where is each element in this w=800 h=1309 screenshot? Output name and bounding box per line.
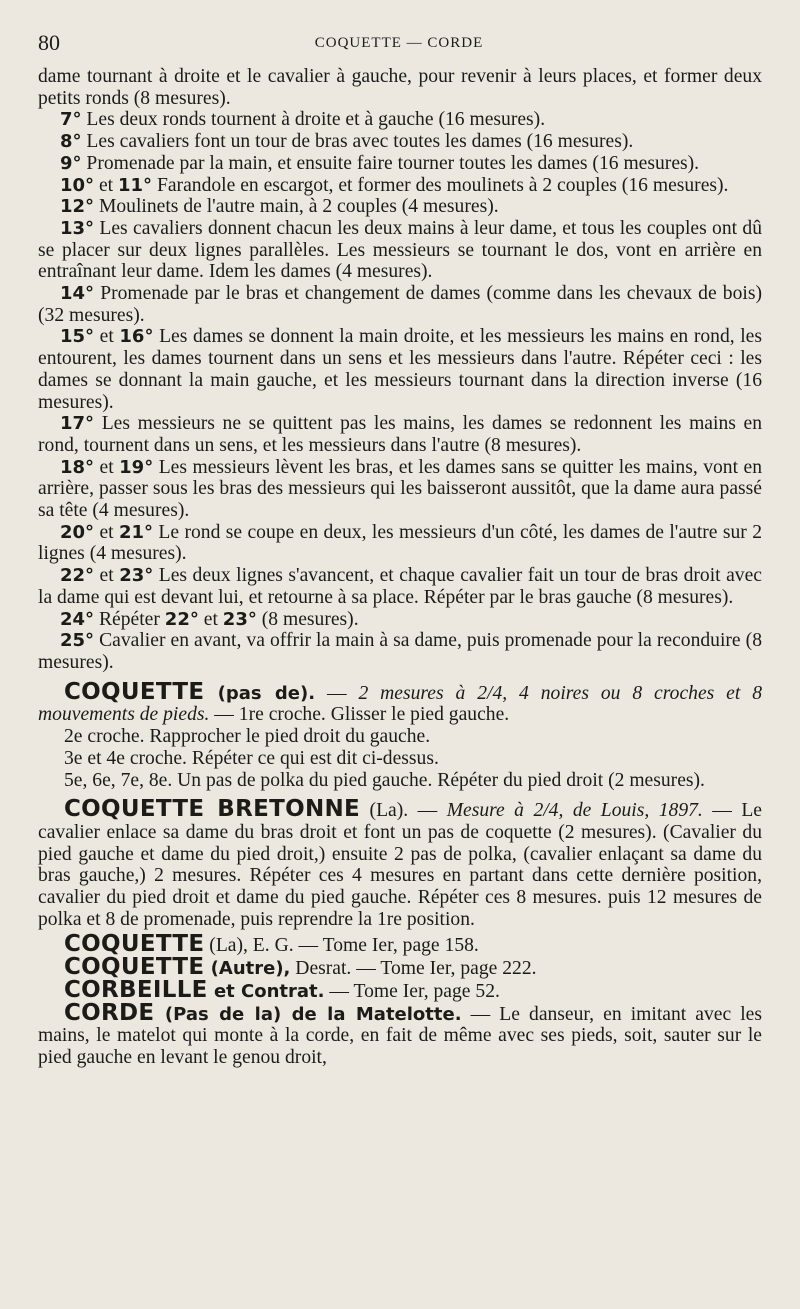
step-18-19: 18° et 19° Les messieurs lèvent les bras, et les dames sans se quitter les mains, vont en arrière, passer sous les bras des messieurs qui les baisseront aussitôt, que la dame aura passé sa tête (4 mesures).	[38, 456, 763, 522]
entry-coquette-pas: COQUETTE (pas de). — 2 mesures à 2/4, 4 noires ou 8 croches et 8 mouvements de pieds. — 1re croche. Glisser le pied gauche.	[38, 678, 762, 726]
entry-line: 5e, 6e, 7e, 8e. Un pas de polka du pied gauche. Répéter du pied droit (2 mesures).	[64, 769, 705, 791]
headword: CORBEILLE	[64, 976, 208, 1003]
entry-coquette-la: COQUETTE (La), E. G. — Tome Ier, page 158.	[64, 931, 479, 958]
step-12: 12° Moulinets de l'autre main, à 2 couples (4 mesures).	[60, 196, 499, 218]
body-text	[38, 66, 762, 1069]
step-15-16: 15° et 16° Les dames se donnent la main droite, et les messieurs les mains en rond, les entourent, les dames tournent dans un sens et les messieurs dans l'autre. Répéter ceci : les dames se donnant la main gauche, et les messieurs tournant dans la direction inverse (16 mesures).	[38, 326, 762, 413]
headword: COQUETTE	[64, 954, 205, 981]
headword: COQUETTE BRETONNE	[64, 796, 361, 823]
page-header	[38, 30, 760, 58]
entry-line: 3e et 4e croche. Répéter ce qui est dit ci-dessus.	[64, 747, 439, 769]
step-17: 17° Les messieurs ne se quittent pas les mains, les dames se redonnent les mains en rond, tournent dans un sens, et les messieurs dans l'autre (8 mesures).	[38, 413, 762, 456]
step-25: 25° Cavalier en avant, va offrir la main à sa dame, puis promenade pour la reconduire (8 mesures).	[38, 630, 762, 673]
entry-line: 2e croche. Rapprocher le pied droit du gauche.	[64, 726, 431, 748]
step-20-21: 20° et 21° Le rond se coupe en deux, les messieurs d'un côté, les dames de l'autre sur 2 lignes (4 mesures).	[38, 521, 762, 565]
headword: CORDE	[64, 999, 155, 1026]
headword: COQUETTE	[64, 678, 205, 705]
page-number: 80	[38, 30, 60, 55]
headword: COQUETTE	[64, 931, 205, 958]
entry-coquette-bretonne: COQUETTE BRETONNE (La). — Mesure à 2/4, de Louis, 1897. — Le cavalier enlace sa dame du bras droit et font un pas de coquette (2 mesures). (Cavalier du pied gauche et dame du pied droit,) ensuite 2 pas de polka, (cavalier enlaçant sa dame du bras gauche,) 2 mesures. Répéter ces 4 mesures en partant dans cette dernière position, cavalier du pied droit et dame du pied gauche. Répéter ces 8 mesures. puis 12 mesures de polka et 8 de promenade, puis reprendre la 1re position.	[38, 796, 762, 930]
entry-corde: CORDE (Pas de la) de la Matelotte. — Le danseur, en imitant avec les mains, le matelot qui monte à la corde, en fait de même avec ses pieds, soit, sauter sur le pied gauche en levant le genou droit,	[38, 999, 762, 1068]
step-8: 8° Les cavaliers font un tour de bras avec toutes les dames (16 mesures).	[60, 131, 634, 153]
entry-corbeille: CORBEILLE et Contrat. — Tome Ier, page 52.	[64, 976, 500, 1003]
paragraph-continuation: dame tournant à droite et le cavalier à gauche, pour revenir à leurs places, et former deux petits ronds (8 mesures).	[38, 66, 762, 109]
step-7: 7° Les deux ronds tournent à droite et à gauche (16 mesures).	[60, 109, 546, 131]
entry-coquette-autre: COQUETTE (Autre), Desrat. — Tome Ier, page 222.	[64, 954, 537, 981]
step-14: 14° Promenade par le bras et changement de dames (comme dans les chevaux de bois) (32 mesures).	[38, 283, 762, 326]
step-24: 24° Répéter 22° et 23° (8 mesures).	[60, 608, 359, 630]
running-head: COQUETTE — CORDE	[314, 35, 484, 51]
step-9: 9° Promenade par la main, et ensuite faire tourner toutes les dames (16 mesures).	[60, 152, 700, 174]
step-22-23: 22° et 23° Les deux lignes s'avancent, et chaque cavalier fait un tour de bras droit avec la dame qui est devant lui, et retourne à sa place. Répéter par le bras gauche (8 mesures).	[38, 565, 762, 608]
step-10-11: 10° et 11° Farandole en escargot, et former des moulinets à 2 couples (16 mesures).	[60, 174, 729, 196]
step-13: 13° Les cavaliers donnent chacun les deux mains à leur dame, et tous les couples ont dû se placer sur deux lignes parallèles. Les messieurs se tournant le dos, vont en arrière en entraînant leur dame. Idem les dames (4 mesures).	[38, 217, 762, 283]
